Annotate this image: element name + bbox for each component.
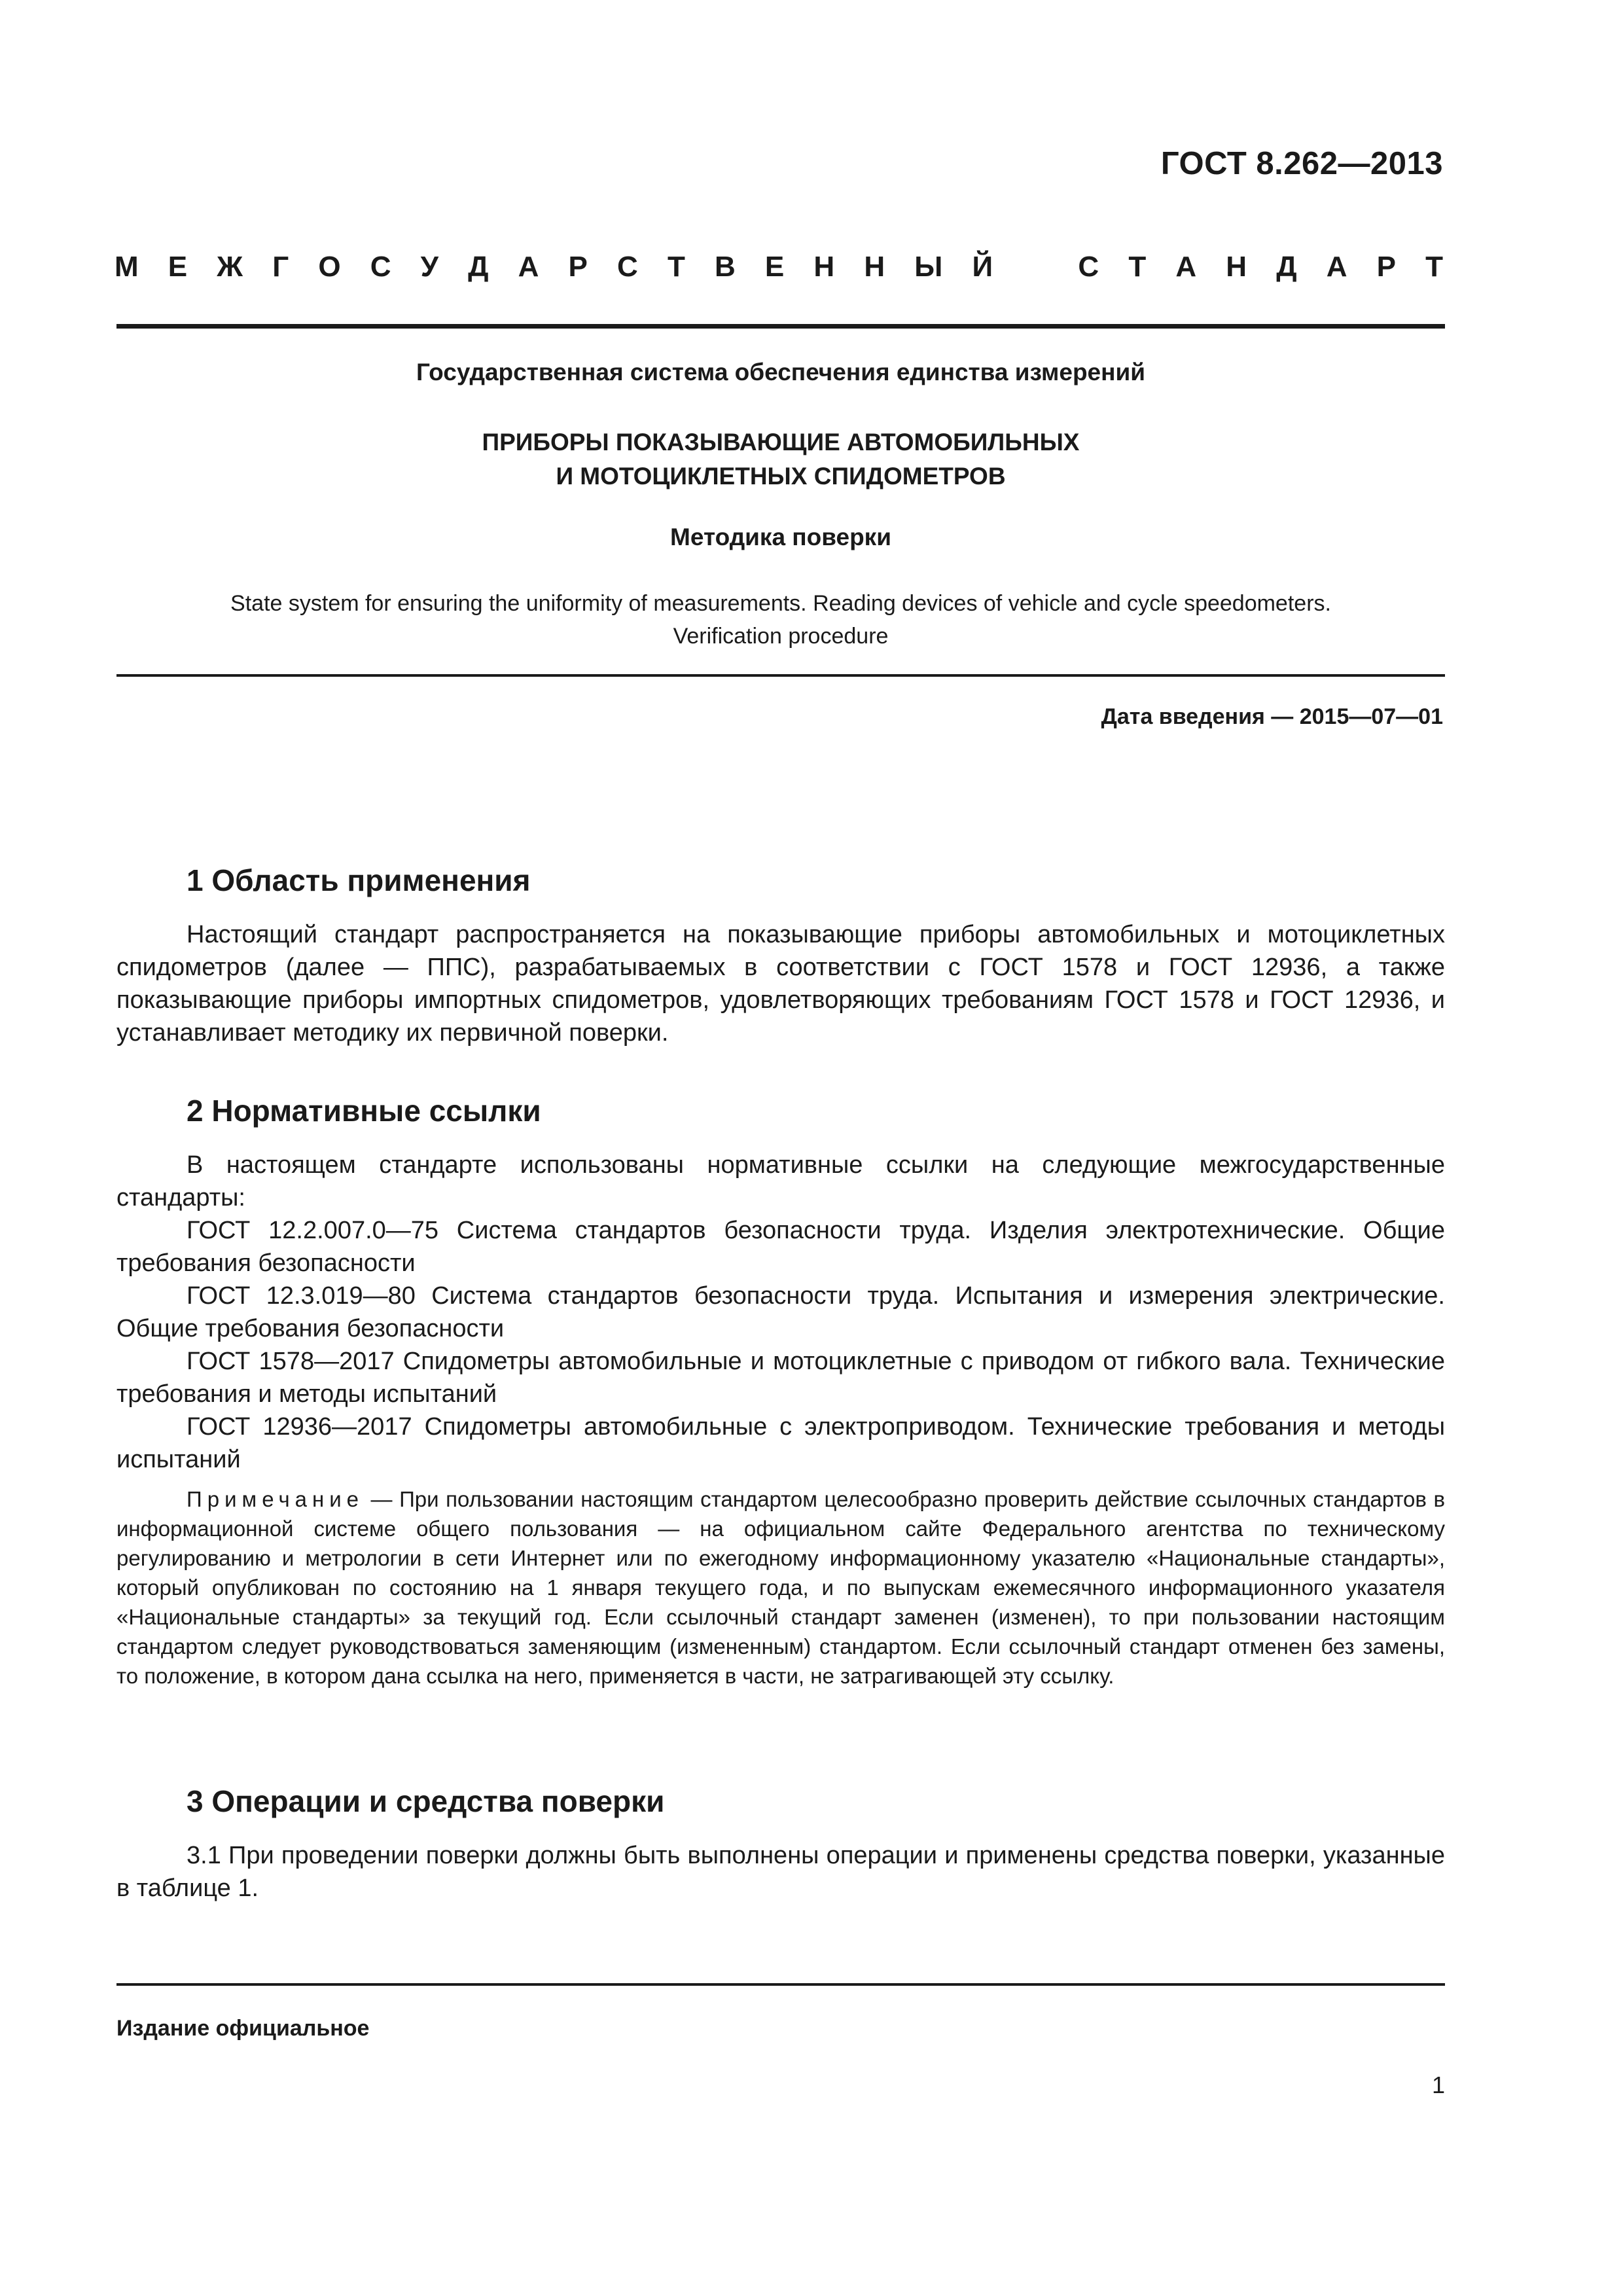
reference-text: ГОСТ 12.3.019—80 Система стандартов безопасности труда. Испытания и измерения электрические. Общие требования безопасности	[116, 1282, 1445, 1342]
section-2-intro-text: В настоящем стандарте использованы нормативные ссылки на следующие межгосударственные стандарты:	[116, 1151, 1445, 1211]
banner-letter: Г	[272, 251, 289, 283]
section-2-heading: 2 Нормативные ссылки	[187, 1094, 541, 1128]
banner-letter: М	[115, 251, 139, 283]
banner-letter: Н	[1226, 251, 1247, 283]
title-rule	[116, 674, 1445, 677]
reference-item	[116, 1280, 1445, 1345]
edition-label: Издание официальное	[116, 2016, 370, 2041]
banner-letter: Д	[468, 251, 489, 283]
document-number: ГОСТ 8.262—2013	[1160, 146, 1443, 181]
banner-letter: Н	[864, 251, 885, 283]
banner-letter: Т	[667, 251, 685, 283]
banner-letter: У	[420, 251, 438, 283]
system-title: Государственная система обеспечения единства измерений	[416, 359, 1145, 386]
note-text: — При пользовании настоящим стандартом целесообразно проверить действие ссылочных стандартов в информационной системе общего пользования — на официальном сайте Федерального агентства по техническому регулированию и метрологии в сети Интернет или по ежегодному информационному указателю «Национальные стандарты», который опубликован по состоянию на 1 января текущего года, и по выпускам ежемесячного информационного указателя «Национальные стандарты» за текущий год. Если ссылочный стандарт заменен (изменен), то при пользовании настоящим стандартом следует руководствоваться заменяющим (измененным) стандартом. Если ссылочный стандарт отменен без замены, то положение, в котором дана ссылка на него, применяется в части, не затрагивающей эту ссылку.	[116, 1487, 1445, 1688]
english-title	[116, 587, 1445, 653]
method-title: Методика поверки	[670, 524, 891, 550]
reference-text: ГОСТ 1578—2017 Спидометры автомобильные и мотоциклетные с приводом от гибкого вала. Технические требования и методы испытаний	[116, 1348, 1445, 1408]
banner-letter: Ы	[914, 251, 943, 283]
section-1-heading: 1 Область применения	[187, 863, 531, 897]
interstate-standard-banner	[115, 247, 1443, 287]
banner-letter: С	[370, 251, 391, 283]
banner-letter: С	[617, 251, 638, 283]
reference-item	[116, 1345, 1445, 1410]
section-3-paragraph	[116, 1839, 1445, 1905]
main-title	[116, 425, 1445, 493]
section-3-text: 3.1 При проведении поверки должны быть выполнены операции и применены средства поверки, указанные в таблице 1.	[116, 1842, 1445, 1902]
banner-letter: Е	[764, 251, 785, 283]
section-2-intro	[116, 1149, 1445, 1214]
reference-item	[116, 1410, 1445, 1476]
reference-text: ГОСТ 12936—2017 Спидометры автомобильные с электроприводом. Технические требования и методы испытаний	[116, 1413, 1445, 1473]
english-title-line: Verification procedure	[673, 624, 889, 649]
banner-letter: С	[1078, 251, 1099, 283]
footer-rule	[116, 1983, 1445, 1986]
reference-text: ГОСТ 12.2.007.0—75 Система стандартов безопасности труда. Изделия электротехнические. Общие требования безопасности	[116, 1217, 1445, 1277]
section-1-text: Настоящий стандарт распространяется на показывающие приборы автомобильных и мотоциклетных спидометров (далее — ППС), разрабатываемых в соответствии с ГОСТ 1578 и ГОСТ 12936, а также показывающие приборы импортных спидометров, удовлетворяющих требованиям ГОСТ 1578 и ГОСТ 12936, и устанавливает методику их первичной поверки.	[116, 921, 1445, 1047]
note-label: Примечание	[187, 1487, 365, 1511]
banner-letter: Т	[1425, 251, 1443, 283]
main-title-line: ПРИБОРЫ ПОКАЗЫВАЮЩИЕ АВТОМОБИЛЬНЫХ	[482, 429, 1080, 456]
english-title-line: State system for ensuring the uniformity of measurements. Reading devices of vehicle and cycle speedometers.	[230, 591, 1331, 616]
section-2-note	[116, 1484, 1445, 1691]
banner-letter: О	[318, 251, 341, 283]
banner-letter: А	[1175, 251, 1197, 283]
page-number: 1	[1431, 2072, 1445, 2098]
banner-letter: В	[715, 251, 736, 283]
banner-letter: Н	[813, 251, 835, 283]
banner-letter: А	[1326, 251, 1347, 283]
banner-letter: Ж	[217, 251, 243, 283]
section-1-paragraph	[116, 918, 1445, 1049]
banner-letter: Р	[1376, 251, 1396, 283]
banner-letter: Й	[972, 251, 993, 283]
banner-letter: Д	[1276, 251, 1297, 283]
header-rule	[116, 324, 1445, 329]
reference-item	[116, 1214, 1445, 1280]
banner-letter: Е	[168, 251, 188, 283]
banner-letter: А	[518, 251, 539, 283]
section-3-heading: 3 Операции и средства поверки	[187, 1784, 665, 1818]
main-title-line: И МОТОЦИКЛЕТНЫХ СПИДОМЕТРОВ	[556, 463, 1006, 490]
banner-letter: Т	[1128, 251, 1147, 283]
date-of-introduction: Дата введения — 2015—07—01	[1101, 704, 1443, 729]
banner-letter: Р	[568, 251, 588, 283]
